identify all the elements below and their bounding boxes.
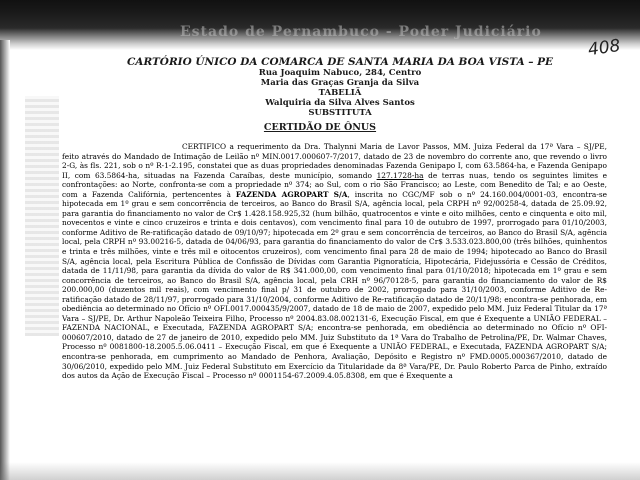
property-area: 127.1728-ha xyxy=(376,170,424,180)
notary-substitute-role: SUBSTITUTA xyxy=(308,108,372,118)
court-header-banner xyxy=(0,0,640,50)
notary-official-role: TABELIÃ xyxy=(318,88,362,98)
certificate-body xyxy=(62,142,607,381)
notary-office-title: CARTÓRIO ÚNICO DA COMARCA DE SANTA MARIA DA BOA VISTA – PE xyxy=(126,56,554,68)
body-part-2: de terras nuas, tendo os seguintes limites e confrontações: ao Norte, confronta-se com a propriedade nº 374; ao Sul, com o rio São Francisco; ao Leste, com Benedito de Tal; e ao Oeste, com a Fazenda Califórnia, pertencentes à xyxy=(62,170,608,199)
notary-substitute-name: Walquiria da Silva Alves Santos xyxy=(265,98,415,108)
scan-bottom-shadow xyxy=(0,462,640,480)
notary-official-name: Maria das Graças Granja da Silva xyxy=(260,78,420,88)
body-part-3: , inscrita no CGC/MF sob o nº 24.160.004/0001-03, encontra-se hipotecada em 1º grau e sem concorrência de terceiros, ao Banco do Brasil S/A, agência local, pela CRPH nº 92/00258-4, datada de 25.09.92, para garantia do financiamento no valor de Cr$ 1.428.158.925,32 (hum bilhão, quatrocentos e vinte e oito milhões, cento e cinquenta e oito mil, novecentos e vinte e cinco cruzeiros e trinta e dois centavos), com vencimento final para 10 de outubro de 1997, prorrogado para 01/10/2003, conforme Aditivo de Re-ratificação datado de 09/10/97; hipotecada em 2º grau e sem concorrência de terceiros, ao Banco do Brasil S/A, agência local, pela CRPH nº 93.00216-5, datada de 04/06/93, para garantia do financiamento do valor de Cr$ 3.533.023.800,00 (três bilhões, quinhentos e trinta e três milhões, vinte e três mil e oitocentos cruzeiros), com vencimento final para 28 de maio de 1994; hipotecado ao Banco do Brasil S/A, agência local, pela Escritura Pública de Confissão de Dívidas com Garantia Pignoratícia, Hipotecária, Fidejussória e Cessão de Créditos, datada de 11/11/98, para garantia da dívida do valor de R$ 341.000,00, com vencimento final para 01/10/2018; hipotecada em 1º grau e sem concorrência de terceiros, ao Banco do Brasil S/A, agência local, pela CRH nº 96/70128-5, para garantia do financiamento do valor de R$ 200.000,00 (duzentos mil reais), com vencimento final p/ 31 de outubro de 2002, prorrogado para 31/10/2003, conforme Aditivo de Re-ratificação datado de 28/11/97, prorrogado para 31/10/2004, conforme Aditivo de Re-ratificação datado de 20/11/98; encontra-se penhorada, em obediência ao determinado no Ofício nº OFI.0017.000435/9/2007, datado de 18 de maio de 2007, expedido pelo MM. Juiz Federal Titular da 17ª Vara – SJ/PE, Dr. Arthur Napoleão Teixeira Filho, Processo nº 2004.83.08.002131-6, Execução Fiscal, em que é Exequente a UNIÃO FEDERAL – FAZENDA NACIONAL, e Executada, FAZENDA AGROPART S/A; encontra-se penhorada, em obediência ao determinado no Ofício nº OFI-000607/2010, datado de 27 de janeiro de 2010, expedido pelo MM. Juiz Substituto da 1ª Vara do Trabalho de Petrolina/PE, Dr. Walmar Chaves, Processo nº 0081800-18.2005.5.06.0411 – Execução Fiscal, em que é Exequente a UNIÃO FEDERAL, e Executada, FAZENDA AGROPART S/A; encontra-se penhorada, em cumprimento ao Mandado de Penhora, Avaliação, Depósito e Registro nº FMD.0005.000367/2010, datado de 30/06/2010, expedido pelo MM. Juiz Federal Substituto em Exercício da Titularidade da 8ª Vara/PE, Dr. Paulo Roberto Parca de Pinho, extraído dos autos da Ação de Execução Fiscal – Processo nº 0001154-67.2009.4.05.8308, em que é Exequente a xyxy=(62,189,607,381)
handwritten-page-number: 408 xyxy=(586,35,622,61)
banner-text: Estado de Pernambuco - Poder Judiciário xyxy=(180,24,542,40)
scan-edge-shadow xyxy=(0,40,10,480)
company-name: FAZENDA AGROPART S/A xyxy=(235,189,348,199)
notary-address: Rua Joaquim Nabuco, 284, Centro xyxy=(258,68,422,78)
document-title: CERTIDÃO DE ÔNUS xyxy=(263,122,377,133)
body-part-1: CERTIFICO a requerimento da Dra. Thalynni Maria de Lavor Passos, MM. Juiza Federal da 17ª Vara – SJ/PE, feito através do Mandado de Intimação de Leilão nº MIN.0017.000607-7/2017, datado de 23 de novembro do corrente ano, que revendo o livro 2-G, às fls. 221, sob o nº R-1-2.195, constatei que as duas propriedades denominadas Fazenda Genipapo I, com 63.5864-ha, e Fazenda Genipapo II, com 63.5864-ha, situadas na Fazenda Caraíbas, deste município, somando xyxy=(62,142,607,180)
